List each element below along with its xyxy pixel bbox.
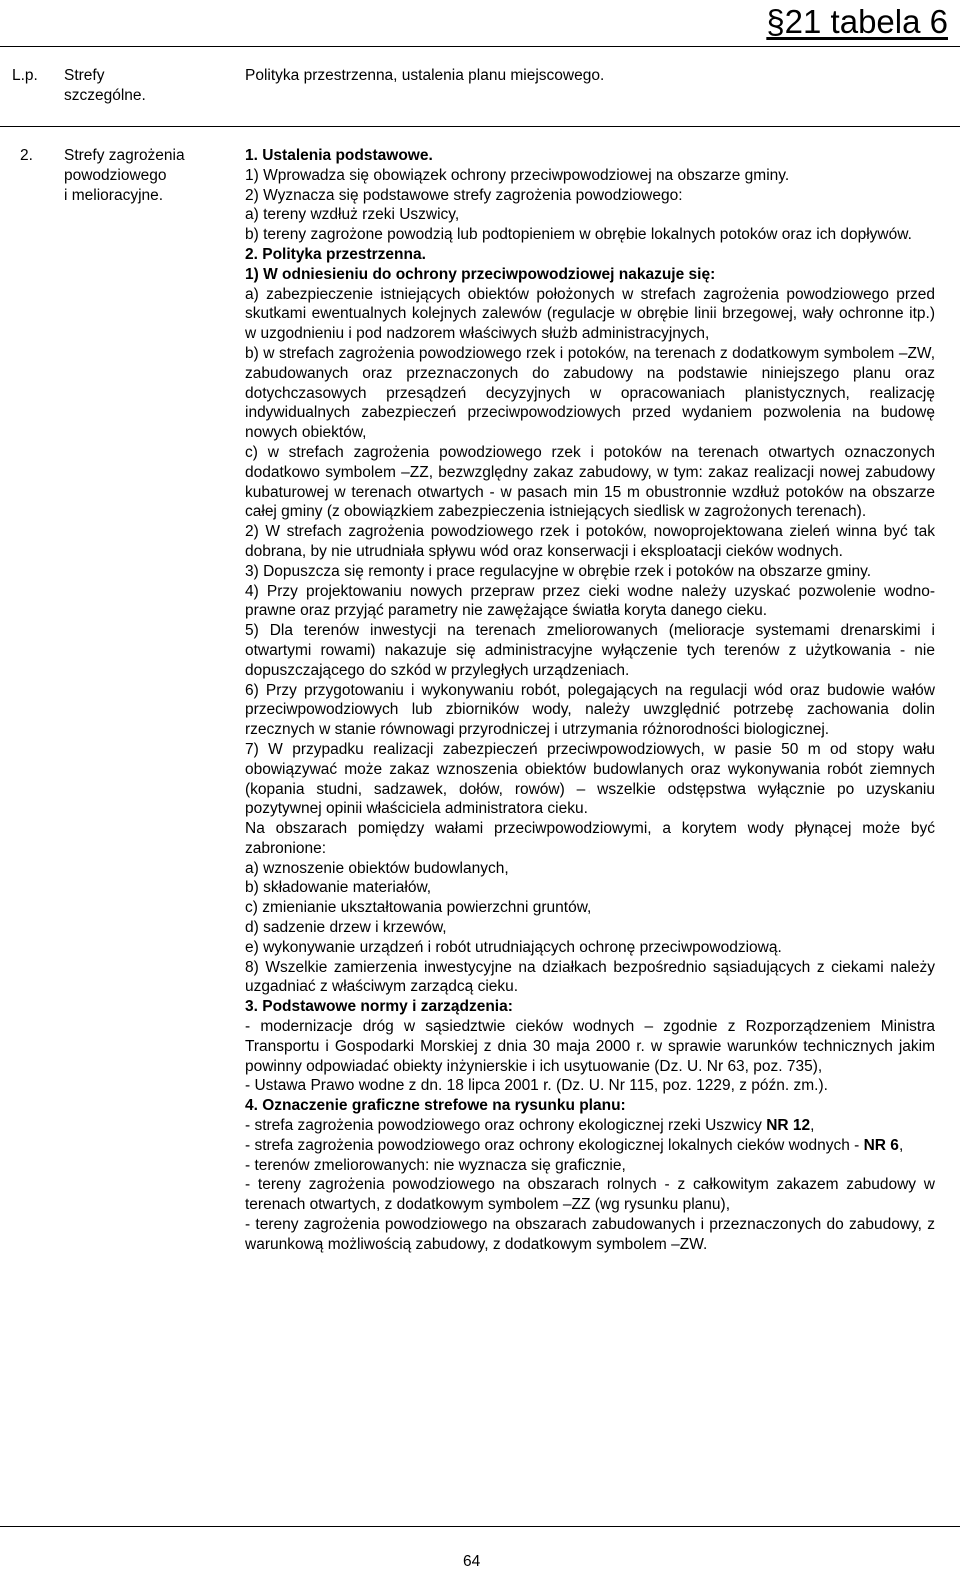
paragraph: - terenów zmeliorowanych: nie wyznacza się graficznie,: [245, 1156, 626, 1174]
paragraph: e) wykonywanie urządzeń i robót utrudniających ochronę przeciwpowodziową.: [245, 938, 782, 956]
paragraph: 5) Dla terenów inwestycji na terenach zmeliorowanych (melioracje systemami drenarskimi i otwartymi rowami) nakazuje się administracyjne wyłączenie tych terenów z użytkowania - nie dopuszczającego do szkód w przyległych urządzeniach.: [245, 622, 935, 679]
page-number: 64: [463, 1553, 481, 1570]
paragraph: - tereny zagrożenia powodziowego na obszarach rolnych - z całkowitym zakazem zabudowy w terenach otwartych, z dodatkowym symbolem –ZZ (wg rysunku planu),: [245, 1176, 935, 1214]
paragraph: [245, 1136, 935, 1156]
table-header-rule: [0, 126, 960, 127]
row-zone-line: powodziowego: [64, 167, 167, 184]
section-header: §21 tabela 6: [766, 3, 948, 40]
policy-content: [245, 146, 935, 1255]
column-header-zones-line: szczególne.: [64, 87, 146, 104]
paragraph: b) tereny zagrożone powodzią lub podtopieniem w obrębie lokalnych potoków oraz ich dopływów.: [245, 226, 912, 244]
row-zone-name: [64, 146, 185, 206]
paragraph: c) w strefach zagrożenia powodziowego rzek i potoków na terenach otwartych oznaczonych dodatkowo symbolem –ZZ, bezwzględny zakaz zabudowy, w tym: zakaz realizacji nowej zabudowy kubaturowej w terenach otwartych - w pasach min 15 m obustronnie wzdłuż potoków na obszarze całej gminy (z obowiązkiem zabezpieczenia istniejących siedlisk w zagrożonych terenach).: [245, 443, 935, 521]
zone-number: NR 12: [766, 1117, 811, 1135]
column-header-zones: [64, 66, 146, 106]
paragraph: b) w strefach zagrożenia powodziowego rzek i potoków, na terenach z dodatkowym symbolem –ZW, zabudowanych oraz przeznaczonych do zabudowy na podstawie niniejszego planu oraz dotychczasowych przesądzeń decyzyjnych w opracowaniach planistycznych, realizację indywidualnych zabezpieczeń przeciwpowodziowych przed wydaniem pozwolenia na budowę nowych obiektów,: [245, 344, 935, 442]
table-bottom-rule: [0, 1526, 960, 1527]
paragraph-text: - strefa zagrożenia powodziowego oraz ochrony ekologicznej lokalnych cieków wodnych -: [245, 1136, 864, 1154]
section-title: 1. Ustalenia podstawowe.: [245, 147, 433, 164]
paragraph: 3) Dopuszcza się remonty i prace regulacyjne w obrębie rzek i potoków na obszarze gminy.: [245, 562, 872, 580]
section-title: 4. Oznaczenie graficzne strefowe na rysunku planu:: [245, 1097, 626, 1115]
paragraph: 6) Przy przygotowaniu i wykonywaniu robót, polegających na regulacji wód oraz budowie wałów przeciwpowodziowych lub zbiorników wody, należy uwzględnić potrzebę zachowania dolin rzecznych w stanie równowagi przyrodniczej i utrzymania różnorodności biologicznej.: [245, 681, 935, 739]
paragraph: - tereny zagrożenia powodziowego na obszarach zabudowanych i przeznaczonych do zabudowy, z warunkową możliwością zabudowy, z dodatkowym symbolem –ZW.: [245, 1216, 935, 1253]
paragraph: 8) Wszelkie zamierzenia inwestycyjne na działkach bezpośrednio sąsiadujących z ciekami należy uzgadniać z właściwym zarządcą cieku.: [245, 958, 935, 996]
paragraph-text: ,: [898, 1136, 904, 1154]
row-zone-line: i melioracyjne.: [64, 187, 164, 204]
paragraph: a) tereny wzdłuż rzeki Uszwicy,: [245, 206, 460, 224]
paragraph-text: - strefa zagrożenia powodziowego oraz ochrony ekologicznej rzeki Uszwicy: [245, 1117, 767, 1135]
paragraph: a) wznoszenie obiektów budowlanych,: [245, 859, 509, 877]
paragraph: 2) Wyznacza się podstawowe strefy zagrożenia powodziowego:: [245, 186, 683, 204]
column-header-policy: Polityka przestrzenna, ustalenia planu miejscowego.: [245, 67, 605, 84]
paragraph: 7) W przypadku realizacji zabezpieczeń przeciwpowodziowych, w pasie 50 m od stopy wału obowiązywać może zakaz wznoszenia obiektów budowlanych oraz wykonywania robót ziemnych (kopania studni, sadzawek, dołów, rowów) – wszelkie odstępstwa wyłącznie po uzyskaniu pozytywnej opinii właściciela administratora cieku.: [245, 740, 935, 818]
paragraph: c) zmienianie ukształtowania powierzchni gruntów,: [245, 899, 592, 917]
paragraph-text: ,: [810, 1117, 815, 1135]
zone-number: NR 6: [863, 1136, 899, 1154]
paragraph: Na obszarach pomiędzy wałami przeciwpowodziowymi, a korytem wody płynącej może być zabronione:: [245, 820, 935, 857]
paragraph: a) zabezpieczenie istniejących obiektów położonych w strefach zagrożenia powodziowego przed skutkami ewentualnych kolejnych zalewów (regulacje w obrębie linii brzegowej, wały ochronne itp.) w uzgodnieniu i pod nadzorem właściwych służb administracyjnych,: [245, 285, 935, 343]
header-rule: [0, 46, 960, 47]
paragraph: 2) W strefach zagrożenia powodziowego rzek i potoków, nowoprojektowana zieleń winna być tak dobrana, by nie utrudniała spływu wód oraz konserwacji i eksploatacji cieków wodnych.: [245, 523, 935, 560]
paragraph: [245, 1116, 935, 1136]
section-title: 3. Podstawowe normy i zarządzenia:: [245, 998, 513, 1016]
row-number: 2.: [20, 147, 33, 164]
row-zone-line: Strefy zagrożenia: [64, 147, 185, 164]
column-header-zones-line: Strefy: [64, 67, 105, 84]
paragraph: 1) Wprowadza się obowiązek ochrony przeciwpowodziowej na obszarze gminy.: [245, 166, 790, 184]
paragraph: 4) Przy projektowaniu nowych przepraw przez cieki wodne należy uzyskać pozwolenie wodno-prawne oraz przyjąć parametry nie zawężające światła koryta danego cieku.: [245, 582, 935, 620]
section-title: 2. Polityka przestrzenna.: [245, 245, 426, 263]
paragraph: - Ustawa Prawo wodne z dn. 18 lipca 2001 r. (Dz. U. Nr 115, poz. 1229, z późn. zm.).: [245, 1077, 828, 1095]
column-header-lp: L.p.: [12, 67, 38, 84]
paragraph: d) sadzenie drzew i krzewów,: [245, 919, 447, 937]
paragraph: b) składowanie materiałów,: [245, 879, 432, 897]
paragraph-bold: 1) W odniesieniu do ochrony przeciwpowodziowej nakazuje się:: [245, 265, 716, 283]
paragraph: - modernizacje dróg w sąsiedztwie cieków wodnych – zgodnie z Rozporządzeniem Ministra Transportu i Gospodarki Morskiej z dnia 30 maja 2000 r. w sprawie warunków technicznych jakim powinny odpowiadać obiekty inżynierskie i ich usytuowanie (Dz. U. Nr 63, poz. 735),: [245, 1018, 935, 1075]
